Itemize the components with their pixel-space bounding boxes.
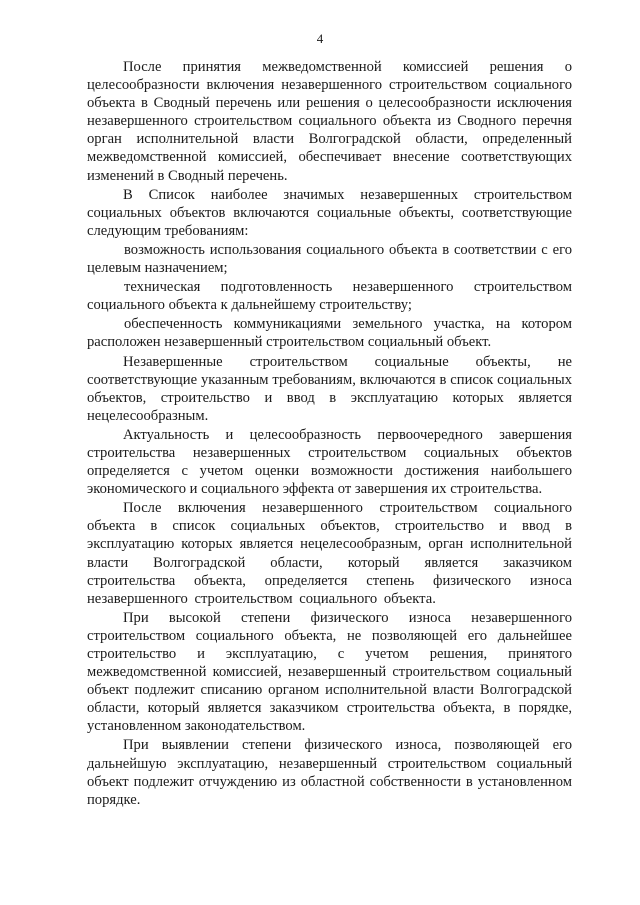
paragraph-high-wear-write-off: При высокой степени физического износа незавершенного строительством социального объекта, не позволяющей его дальнейшее строительство и эксплуатацию, с учетом решения, принятого межведомственной комиссией, незавершенный строительством социальный объект подлежит списанию органом исполнительной власти Волгоградской области, который является заказчиком строительства объекта, в порядке, установленном законодательством. xyxy=(87,609,572,735)
paragraph-priority-completion: Актуальность и целесообразность первоочередного завершения строительства незавершенных строительством социальных объектов определяется с учетом оценки возможности достижения наибольшего экономического и социального эффекта от завершения их строительства. xyxy=(87,426,572,498)
page-number: 4 xyxy=(316,31,324,46)
paragraph-list-requirements: В Список наиболее значимых незавершенных строительством социальных объектов включаются социальные объекты, соответствующие следующим требованиям: xyxy=(87,186,572,239)
requirement-item-usage: возможность использования социального объекта в соответствии с его целевым назначением; xyxy=(87,241,572,277)
paragraph-wear-assessment: После включения незавершенного строительством социального объекта в список социальных объектов, строительство и ввод в эксплуатацию которых является нецелесообразным, орган исполнительной власти Волгоградской области, который является заказчиком строительства объекта, определяется степень физического износа незавершенного строительством социального объекта. xyxy=(87,500,572,607)
requirement-item-readiness: техническая подготовленность незавершенного строительством социального объекта к дальнейшему строительству; xyxy=(87,279,572,314)
document-body xyxy=(87,58,572,809)
paragraph-alienation: При выявлении степени физического износа, позволяющей его дальнейшую эксплуатацию, незавершенный строительством социальный объект подлежит отчуждению из областной собственности в установленном порядке. xyxy=(87,737,572,808)
paragraph-non-compliant-objects: Незавершенные строительством социальные объекты, не соответствующие указанным требованиям, включаются в список социальных объектов, строительство и ввод в эксплуатацию которых является нецелесообразным. xyxy=(87,353,572,424)
requirement-item-utilities: обеспеченность коммуникациями земельного участка, на котором расположен незавершенный строительством социальный объект. xyxy=(87,316,572,351)
paragraph-commission-decision: После принятия межведомственной комиссией решения о целесообразности включения незавершенного строительством социального объекта в Сводный перечень или решения о целесообразности исключения незавершенного строительством социального объекта из Сводного перечня орган исполнительной власти Волгоградской области, определенный межведомственной комиссией, обеспечивает внесение соответствующих изменений в Сводный перечень. xyxy=(87,59,572,184)
